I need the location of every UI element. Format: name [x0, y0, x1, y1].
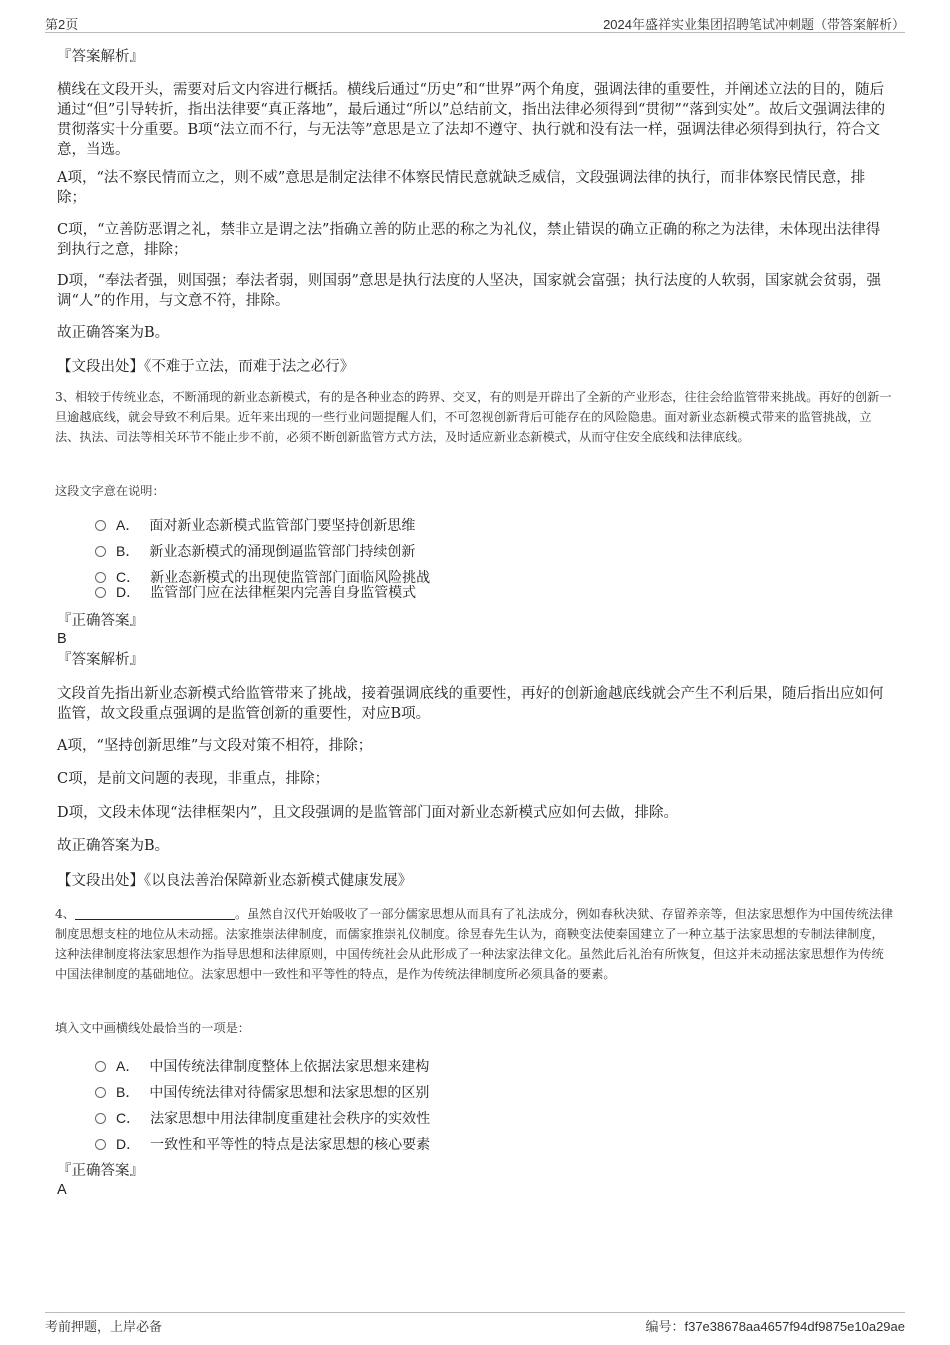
q2-source: 【文段出处】《不难于立法，而难于法之必行》: [57, 359, 355, 375]
q3-option-d[interactable]: D． 监管部门应在法律框架内完善自身监管模式: [95, 583, 416, 602]
q2-analysis: 横线在文段开头，需要对后文内容进行概括。横线后通过“历史”和“世界”两个角度，强调法律的重要性，并阐述立法的目的，随后通过“但”引导转折，指出法律要“真正落地”，最后通过“所以”总结前文，指出法律必须得到“贯彻”“落到实处”。故后文强调法律的贯彻落实十分重要。B项“法立而不行，与无法等”意思是立了法却不遵守、执行就和没有法一样，强调法律必须得到执行，符合文意，当选。: [57, 82, 886, 158]
radio-icon[interactable]: [95, 1113, 106, 1124]
page-number: 第2页: [45, 17, 79, 32]
q4-stem: 4、 。虽然自汉代开始吸收了一部分儒家思想从而具有了礼法成分，例如春秋决狱、存留养亲等，但法家思想作为中国传统法律制度思想支柱的地位从未动摇。法家推崇法律制度，而儒家推崇礼仪制度。徐昱春先生认为，商鞅变法使秦国建立了一种立基于法家思想的专制法律制度，这种法律制度将法家思想作为指导思想和法律原则，中国传统社会从此形成了一种法家法律文化。虽然此后礼治有所恢复，但这并未动摇法家思想作为传统中国法律制度的基础地位。法家思想中一致性和平等性的特点，是作为传统法律制度所必须具备的要素。: [55, 907, 894, 981]
radio-icon[interactable]: [95, 1087, 106, 1098]
q2-analysis-label: 『答案解析』: [57, 49, 144, 65]
q3-option-c[interactable]: C． 新业态新模式的出现使监管部门面临风险挑战: [95, 568, 430, 587]
q2-option-a-explanation: A项，“法不察民情而立之，则不威”意思是制定法律不体察民情民意就缺乏威信，文段强调法律的执行，而非体察民情民意，排除；: [57, 170, 866, 206]
fill-in-blank: [75, 906, 235, 920]
q3-answer-label: 『正确答案』: [57, 613, 144, 629]
q3-stem: 3、相较于传统业态，不断涌现的新业态新模式，有的是各种业态的跨界、交叉，有的则是开辟出了全新的产业形态，往往会给监管带来挑战。再好的创新一旦逾越底线，就会导致不利后果。近年来出现的一些行业问题提醒人们，不可忽视创新背后可能存在的风险隐患。面对新业态新模式带来的监管挑战，立法、执法、司法等相关环节不能止步不前，必须不断创新监管方式方法，及时适应新业态新模式，从而守住安全底线和法律底线。: [55, 390, 892, 444]
document-id: 编号：f37e38678aa4657f94df9875e10a29ae: [645, 1319, 905, 1334]
q2-option-d-explanation: D项，“奉法者强，则国强；奉法者弱，则国弱”意思是执行法度的人坚决，国家就会富强；执行法度的人软弱，国家就会贫弱，强调“人”的作用，与文意不符，排除。: [57, 273, 881, 309]
q4-option-a[interactable]: A． 中国传统法律制度整体上依据法家思想来建构: [95, 1057, 429, 1076]
q3-source: 【文段出处】《以良法善治保障新业态新模式健康发展》: [57, 873, 413, 889]
q3-option-d-explanation: D项，文段未体现“法律框架内”，且文段强调的是监管部门面对新业态新模式应如何去做，排除。: [57, 805, 678, 821]
page-header: [45, 12, 905, 33]
q4-answer: A: [57, 1182, 67, 1198]
q3-option-a-explanation: A项，“坚持创新思维”与文段对策不相符，排除；: [57, 738, 373, 754]
q3-prompt: 这段文字意在说明：: [55, 484, 165, 498]
q3-analysis: 文段首先指出新业态新模式给监管带来了挑战，接着强调底线的重要性，再好的创新逾越底线就会产生不利后果，随后指出应如何监管，故文段重点强调的是监管创新的重要性，对应B项。: [57, 686, 884, 722]
q4-answer-label: 『正确答案』: [57, 1163, 144, 1179]
q2-conclusion: 故正确答案为B。: [57, 325, 170, 341]
q4-prompt: 填入文中画横线处最恰当的一项是：: [55, 1021, 250, 1035]
page-footer: [45, 1312, 905, 1337]
radio-icon[interactable]: [95, 1139, 106, 1150]
q3-option-a[interactable]: A． 面对新业态新模式监管部门要坚持创新思维: [95, 516, 415, 535]
radio-icon[interactable]: [95, 520, 106, 531]
radio-icon[interactable]: [95, 587, 106, 598]
q3-conclusion: 故正确答案为B。: [57, 838, 170, 854]
q3-answer: B: [57, 631, 67, 647]
q3-option-c-explanation: C项，是前文问题的表现，非重点，排除；: [57, 771, 330, 787]
q4-option-c[interactable]: C． 法家思想中用法律制度重建社会秩序的实效性: [95, 1109, 430, 1128]
q3-analysis-label: 『答案解析』: [57, 652, 144, 668]
q4-option-d[interactable]: D． 一致性和平等性的特点是法家思想的核心要素: [95, 1135, 430, 1154]
q2-option-c-explanation: C项，“立善防恶谓之礼，禁非立是谓之法”指确立善的防止恶的称之为礼仪，禁止错误的确立正确的称之为法律，未体现出法律得到执行之意，排除；: [57, 222, 881, 258]
radio-icon[interactable]: [95, 572, 106, 583]
radio-icon[interactable]: [95, 1061, 106, 1072]
footer-slogan: 考前押题，上岸必备: [45, 1320, 163, 1335]
document-title: 2024年盛祥实业集团招聘笔试冲刺题（带答案解析）: [603, 17, 905, 32]
radio-icon[interactable]: [95, 546, 106, 557]
q4-option-b[interactable]: B． 中国传统法律对待儒家思想和法家思想的区别: [95, 1083, 429, 1102]
q3-option-b[interactable]: B． 新业态新模式的涌现倒逼监管部门持续创新: [95, 542, 415, 561]
